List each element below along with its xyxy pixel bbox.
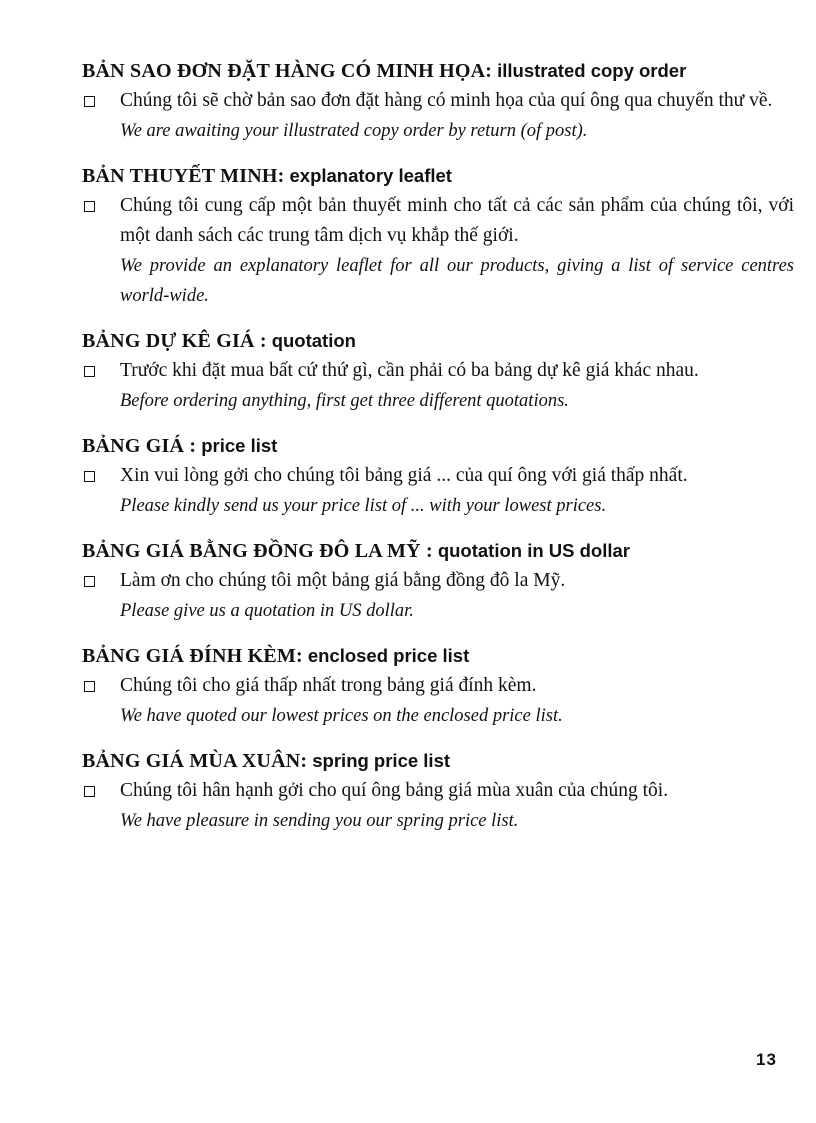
example-item xyxy=(82,566,794,626)
entry-quotation-in-us-dollar xyxy=(82,536,794,626)
term-vietnamese: BẢNG GIÁ : xyxy=(82,435,197,457)
term-vietnamese: BẢNG GIÁ MÙA XUÂN: xyxy=(82,750,308,772)
entry-heading xyxy=(82,431,794,461)
term-vietnamese: BẢNG DỰ KÊ GIÁ : xyxy=(82,330,267,352)
example-english: We provide an explanatory leaflet for all our products, giving a list of service centres world-wide. xyxy=(120,256,794,306)
example-english: Please kindly send us your price list of ... with your lowest prices. xyxy=(120,496,607,516)
entry-heading xyxy=(82,161,794,191)
example-item xyxy=(82,191,794,311)
example-vietnamese: Chúng tôi cho giá thấp nhất trong bảng giá đính kèm. xyxy=(120,675,537,696)
entry-enclosed-price-list xyxy=(82,641,794,731)
entry-heading xyxy=(82,746,794,776)
example-english: We have pleasure in sending you our spring price list. xyxy=(120,811,519,831)
term-english: explanatory leaflet xyxy=(289,165,452,186)
example-vietnamese: Làm ơn cho chúng tôi một bảng giá bằng đồng đô la Mỹ. xyxy=(120,570,566,591)
example-item xyxy=(82,86,794,146)
example-english: We have quoted our lowest prices on the enclosed price list. xyxy=(120,706,563,726)
entry-quotation xyxy=(82,326,794,416)
entry-explanatory-leaflet xyxy=(82,161,794,311)
checkbox-bullet-icon xyxy=(84,681,95,692)
example-vietnamese: Chúng tôi cung cấp một bản thuyết minh cho tất cả các sản phẩm của chúng tôi, với một danh sách các trung tâm dịch vụ khắp thế giới. xyxy=(120,195,794,246)
entry-illustrated-copy-order xyxy=(82,56,794,146)
checkbox-bullet-icon xyxy=(84,96,95,107)
checkbox-bullet-icon xyxy=(84,201,95,212)
entry-heading xyxy=(82,536,794,566)
term-english: quotation in US dollar xyxy=(437,540,630,561)
example-english: Before ordering anything, first get three different quotations. xyxy=(120,391,569,411)
example-item xyxy=(82,776,794,836)
example-vietnamese: Trước khi đặt mua bất cứ thứ gì, cần phải có ba bảng dự kê giá khác nhau. xyxy=(120,360,699,381)
example-english: Please give us a quotation in US dollar. xyxy=(120,601,414,621)
entry-heading xyxy=(82,56,794,86)
checkbox-bullet-icon xyxy=(84,576,95,587)
checkbox-bullet-icon xyxy=(84,786,95,797)
term-vietnamese: BẢNG GIÁ BẰNG ĐỒNG ĐÔ LA MỸ : xyxy=(82,540,433,562)
entry-price-list xyxy=(82,431,794,521)
checkbox-bullet-icon xyxy=(84,471,95,482)
term-english: enclosed price list xyxy=(307,645,470,666)
example-vietnamese: Chúng tôi hân hạnh gởi cho quí ông bảng giá mùa xuân của chúng tôi. xyxy=(120,780,669,801)
entry-heading xyxy=(82,326,794,356)
term-vietnamese: BẢNG GIÁ ĐÍNH KÈM: xyxy=(82,645,303,667)
term-english: quotation xyxy=(271,330,356,351)
page-number: 13 xyxy=(756,1050,777,1069)
term-vietnamese: BẢN SAO ĐƠN ĐẶT HÀNG CÓ MINH HỌA: xyxy=(82,60,493,82)
example-english: We are awaiting your illustrated copy order by return (of post). xyxy=(120,121,588,141)
example-item xyxy=(82,461,794,521)
term-english: spring price list xyxy=(312,750,451,771)
term-vietnamese: BẢN THUYẾT MINH: xyxy=(82,165,285,187)
example-vietnamese: Xin vui lòng gởi cho chúng tôi bảng giá ... của quí ông với giá thấp nhất. xyxy=(120,465,688,486)
entry-spring-price-list xyxy=(82,746,794,836)
term-english: price list xyxy=(201,435,278,456)
dictionary-page xyxy=(82,56,794,851)
term-english: illustrated copy order xyxy=(497,60,687,81)
example-item xyxy=(82,671,794,731)
checkbox-bullet-icon xyxy=(84,366,95,377)
entry-heading xyxy=(82,641,794,671)
example-vietnamese: Chúng tôi sẽ chờ bản sao đơn đặt hàng có minh họa của quí ông qua chuyến thư về. xyxy=(120,90,773,111)
example-item xyxy=(82,356,794,416)
